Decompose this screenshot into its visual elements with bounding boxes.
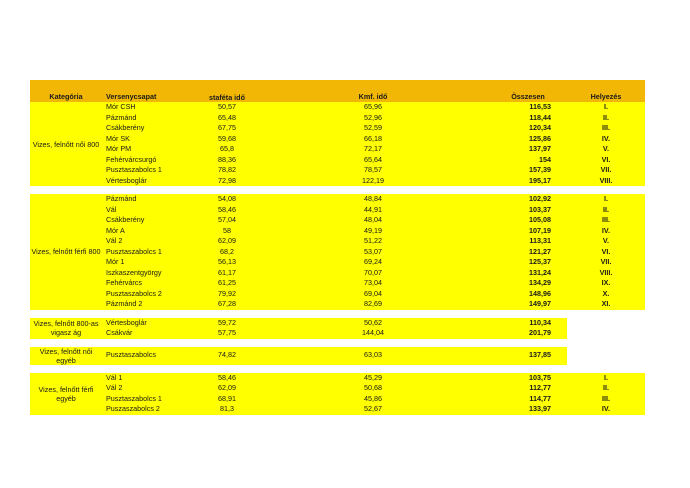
table-row bbox=[30, 102, 645, 113]
relay-time-cell: 59,72 bbox=[197, 318, 257, 329]
relay-time-cell: 50,57 bbox=[197, 102, 257, 113]
header-kmf-time: Kmf. idő bbox=[257, 80, 489, 102]
total-cell: 112,77 bbox=[489, 383, 567, 394]
category-cell: Vizes, felnőtt férfi 800 bbox=[30, 194, 102, 310]
relay-time-cell: 61,17 bbox=[197, 268, 257, 279]
relay-time-cell: 61,25 bbox=[197, 278, 257, 289]
total-cell: 201,79 bbox=[489, 328, 567, 339]
category-cell: Vizes, felnőtt 800-as vigasz ág bbox=[30, 318, 102, 339]
total-cell: 118,44 bbox=[489, 113, 567, 124]
kmf-time-cell: 63,03 bbox=[257, 347, 489, 365]
team-cell: Fehérvárcsurgó bbox=[102, 155, 197, 166]
total-cell: 133,97 bbox=[489, 404, 567, 415]
kmf-time-cell: 45,29 bbox=[257, 373, 489, 384]
table-row bbox=[30, 268, 645, 279]
kmf-time-cell: 48,84 bbox=[257, 194, 489, 205]
place-cell: VII. bbox=[567, 165, 645, 176]
relay-time-cell: 59,68 bbox=[197, 134, 257, 145]
total-cell: 102,92 bbox=[489, 194, 567, 205]
team-cell: Pusztaszabolcs 1 bbox=[102, 394, 197, 405]
table-row bbox=[30, 347, 645, 365]
total-cell: 195,17 bbox=[489, 176, 567, 187]
kmf-time-cell: 53,07 bbox=[257, 247, 489, 258]
place-cell: III. bbox=[567, 394, 645, 405]
team-cell: Vál 2 bbox=[102, 236, 197, 247]
relay-time-cell: 68,2 bbox=[197, 247, 257, 258]
total-cell: 114,77 bbox=[489, 394, 567, 405]
team-cell: Puszaszabolcs 2 bbox=[102, 404, 197, 415]
team-cell: Pusztaszabolcs 1 bbox=[102, 165, 197, 176]
kmf-time-cell: 73,04 bbox=[257, 278, 489, 289]
table-row bbox=[30, 176, 645, 187]
place-cell: X. bbox=[567, 289, 645, 300]
total-cell: 113,31 bbox=[489, 236, 567, 247]
group-spacer bbox=[30, 310, 645, 318]
table-row bbox=[30, 257, 645, 268]
place-cell: VI. bbox=[567, 155, 645, 166]
table-row bbox=[30, 226, 645, 237]
kmf-time-cell: 52,96 bbox=[257, 113, 489, 124]
kmf-time-cell: 49,19 bbox=[257, 226, 489, 237]
relay-time-cell: 54,08 bbox=[197, 194, 257, 205]
table-row bbox=[30, 394, 645, 405]
team-cell: Vértesboglár bbox=[102, 176, 197, 187]
place-cell: II. bbox=[567, 113, 645, 124]
team-cell: Fehérvárcs bbox=[102, 278, 197, 289]
table-row bbox=[30, 328, 645, 339]
table-row bbox=[30, 194, 645, 205]
team-cell: Pusztaszabolcs bbox=[102, 347, 197, 365]
kmf-time-cell: 52,59 bbox=[257, 123, 489, 134]
kmf-time-cell: 50,62 bbox=[257, 318, 489, 329]
table-row bbox=[30, 205, 645, 216]
place-cell: IV. bbox=[567, 404, 645, 415]
relay-time-cell: 65,48 bbox=[197, 113, 257, 124]
team-cell: Pusztaszabolcs 2 bbox=[102, 289, 197, 300]
total-cell: 105,08 bbox=[489, 215, 567, 226]
team-cell: Pázmánd bbox=[102, 113, 197, 124]
place-cell: XI. bbox=[567, 299, 645, 310]
table-row bbox=[30, 165, 645, 176]
kmf-time-cell: 65,96 bbox=[257, 102, 489, 113]
team-cell: Vál 1 bbox=[102, 373, 197, 384]
place-cell: IV. bbox=[567, 134, 645, 145]
table-row bbox=[30, 155, 645, 166]
kmf-time-cell: 69,24 bbox=[257, 257, 489, 268]
kmf-time-cell: 144,04 bbox=[257, 328, 489, 339]
place-cell: IV. bbox=[567, 226, 645, 237]
kmf-time-cell: 44,91 bbox=[257, 205, 489, 216]
team-cell: Mór 1 bbox=[102, 257, 197, 268]
relay-time-cell: 81,3 bbox=[197, 404, 257, 415]
table-row bbox=[30, 373, 645, 384]
relay-time-cell: 57,75 bbox=[197, 328, 257, 339]
place-cell: VI. bbox=[567, 247, 645, 258]
kmf-time-cell: 70,07 bbox=[257, 268, 489, 279]
place-cell: V. bbox=[567, 236, 645, 247]
team-cell: Vál 2 bbox=[102, 383, 197, 394]
results-table bbox=[30, 80, 645, 415]
relay-time-cell: 79,92 bbox=[197, 289, 257, 300]
group-spacer bbox=[30, 365, 645, 373]
place-cell: III. bbox=[567, 215, 645, 226]
place-cell: VIII. bbox=[567, 176, 645, 187]
results-sheet bbox=[30, 80, 645, 415]
category-cell: Vizes, felnőtt női 800 bbox=[30, 102, 102, 186]
total-cell: 134,29 bbox=[489, 278, 567, 289]
total-cell: 120,34 bbox=[489, 123, 567, 134]
place-cell: I. bbox=[567, 194, 645, 205]
kmf-time-cell: 65,64 bbox=[257, 155, 489, 166]
header-relay-time: staféta idő bbox=[197, 80, 257, 102]
team-cell: Iszkaszentgyörgy bbox=[102, 268, 197, 279]
table-row bbox=[30, 113, 645, 124]
relay-time-cell: 57,04 bbox=[197, 215, 257, 226]
relay-time-cell: 88,36 bbox=[197, 155, 257, 166]
total-cell: 125,37 bbox=[489, 257, 567, 268]
relay-time-cell: 62,09 bbox=[197, 383, 257, 394]
total-cell: 103,75 bbox=[489, 373, 567, 384]
relay-time-cell: 68,91 bbox=[197, 394, 257, 405]
total-cell: 149,97 bbox=[489, 299, 567, 310]
table-row bbox=[30, 247, 645, 258]
kmf-time-cell: 45,86 bbox=[257, 394, 489, 405]
relay-time-cell: 58 bbox=[197, 226, 257, 237]
relay-time-cell: 67,28 bbox=[197, 299, 257, 310]
team-cell: Mór PM bbox=[102, 144, 197, 155]
table-row bbox=[30, 404, 645, 415]
place-cell bbox=[567, 318, 645, 329]
table-row bbox=[30, 123, 645, 134]
table-row bbox=[30, 383, 645, 394]
relay-time-cell: 67,75 bbox=[197, 123, 257, 134]
kmf-time-cell: 51,22 bbox=[257, 236, 489, 247]
team-cell: Csákberény bbox=[102, 215, 197, 226]
total-cell: 107,19 bbox=[489, 226, 567, 237]
total-cell: 157,39 bbox=[489, 165, 567, 176]
category-cell: Vizes, felnőtt női egyéb bbox=[30, 347, 102, 365]
table-row bbox=[30, 134, 645, 145]
kmf-time-cell: 50,68 bbox=[257, 383, 489, 394]
relay-time-cell: 78,82 bbox=[197, 165, 257, 176]
header-row bbox=[30, 80, 645, 102]
total-cell: 137,97 bbox=[489, 144, 567, 155]
relay-time-cell: 72,98 bbox=[197, 176, 257, 187]
table-row bbox=[30, 215, 645, 226]
team-cell: Pázmánd bbox=[102, 194, 197, 205]
header-category: Kategória bbox=[30, 80, 102, 102]
team-cell: Csákberény bbox=[102, 123, 197, 134]
place-cell: I. bbox=[567, 373, 645, 384]
team-cell: Pusztaszabolcs 1 bbox=[102, 247, 197, 258]
header-place: Helyezés bbox=[567, 80, 645, 102]
table-row bbox=[30, 236, 645, 247]
table-row bbox=[30, 144, 645, 155]
place-cell: IX. bbox=[567, 278, 645, 289]
kmf-time-cell: 122,19 bbox=[257, 176, 489, 187]
relay-time-cell: 65,8 bbox=[197, 144, 257, 155]
place-cell: VIII. bbox=[567, 268, 645, 279]
total-cell: 148,96 bbox=[489, 289, 567, 300]
place-cell: I. bbox=[567, 102, 645, 113]
relay-time-cell: 56,13 bbox=[197, 257, 257, 268]
total-cell: 125,86 bbox=[489, 134, 567, 145]
group-spacer bbox=[30, 339, 645, 347]
relay-time-cell: 58,46 bbox=[197, 205, 257, 216]
header-total: Összesen bbox=[489, 80, 567, 102]
relay-time-cell: 74,82 bbox=[197, 347, 257, 365]
team-cell: Mór SK bbox=[102, 134, 197, 145]
team-cell: Pázmánd 2 bbox=[102, 299, 197, 310]
team-cell: Mór CSH bbox=[102, 102, 197, 113]
team-cell: Vértesboglár bbox=[102, 318, 197, 329]
total-cell: 116,53 bbox=[489, 102, 567, 113]
place-cell: III. bbox=[567, 123, 645, 134]
team-cell: Vál bbox=[102, 205, 197, 216]
place-cell: V. bbox=[567, 144, 645, 155]
kmf-time-cell: 48,04 bbox=[257, 215, 489, 226]
team-cell: Mór A bbox=[102, 226, 197, 237]
relay-time-cell: 58,46 bbox=[197, 373, 257, 384]
relay-time-cell: 62,09 bbox=[197, 236, 257, 247]
total-cell: 131,24 bbox=[489, 268, 567, 279]
table-row bbox=[30, 318, 645, 329]
total-cell: 154 bbox=[489, 155, 567, 166]
kmf-time-cell: 72,17 bbox=[257, 144, 489, 155]
table-row bbox=[30, 278, 645, 289]
total-cell: 137,85 bbox=[489, 347, 567, 365]
place-cell: VII. bbox=[567, 257, 645, 268]
category-cell: Vizes, felnőtt férfi egyéb bbox=[30, 373, 102, 415]
total-cell: 103,37 bbox=[489, 205, 567, 216]
kmf-time-cell: 82,69 bbox=[257, 299, 489, 310]
kmf-time-cell: 78,57 bbox=[257, 165, 489, 176]
place-cell bbox=[567, 347, 645, 365]
place-cell: II. bbox=[567, 383, 645, 394]
kmf-time-cell: 66,18 bbox=[257, 134, 489, 145]
total-cell: 110,34 bbox=[489, 318, 567, 329]
place-cell: II. bbox=[567, 205, 645, 216]
table-row bbox=[30, 289, 645, 300]
team-cell: Csákvár bbox=[102, 328, 197, 339]
place-cell bbox=[567, 328, 645, 339]
kmf-time-cell: 69,04 bbox=[257, 289, 489, 300]
table-row bbox=[30, 299, 645, 310]
kmf-time-cell: 52,67 bbox=[257, 404, 489, 415]
total-cell: 121,27 bbox=[489, 247, 567, 258]
header-team: Versenycsapat bbox=[102, 80, 197, 102]
group-spacer bbox=[30, 186, 645, 194]
